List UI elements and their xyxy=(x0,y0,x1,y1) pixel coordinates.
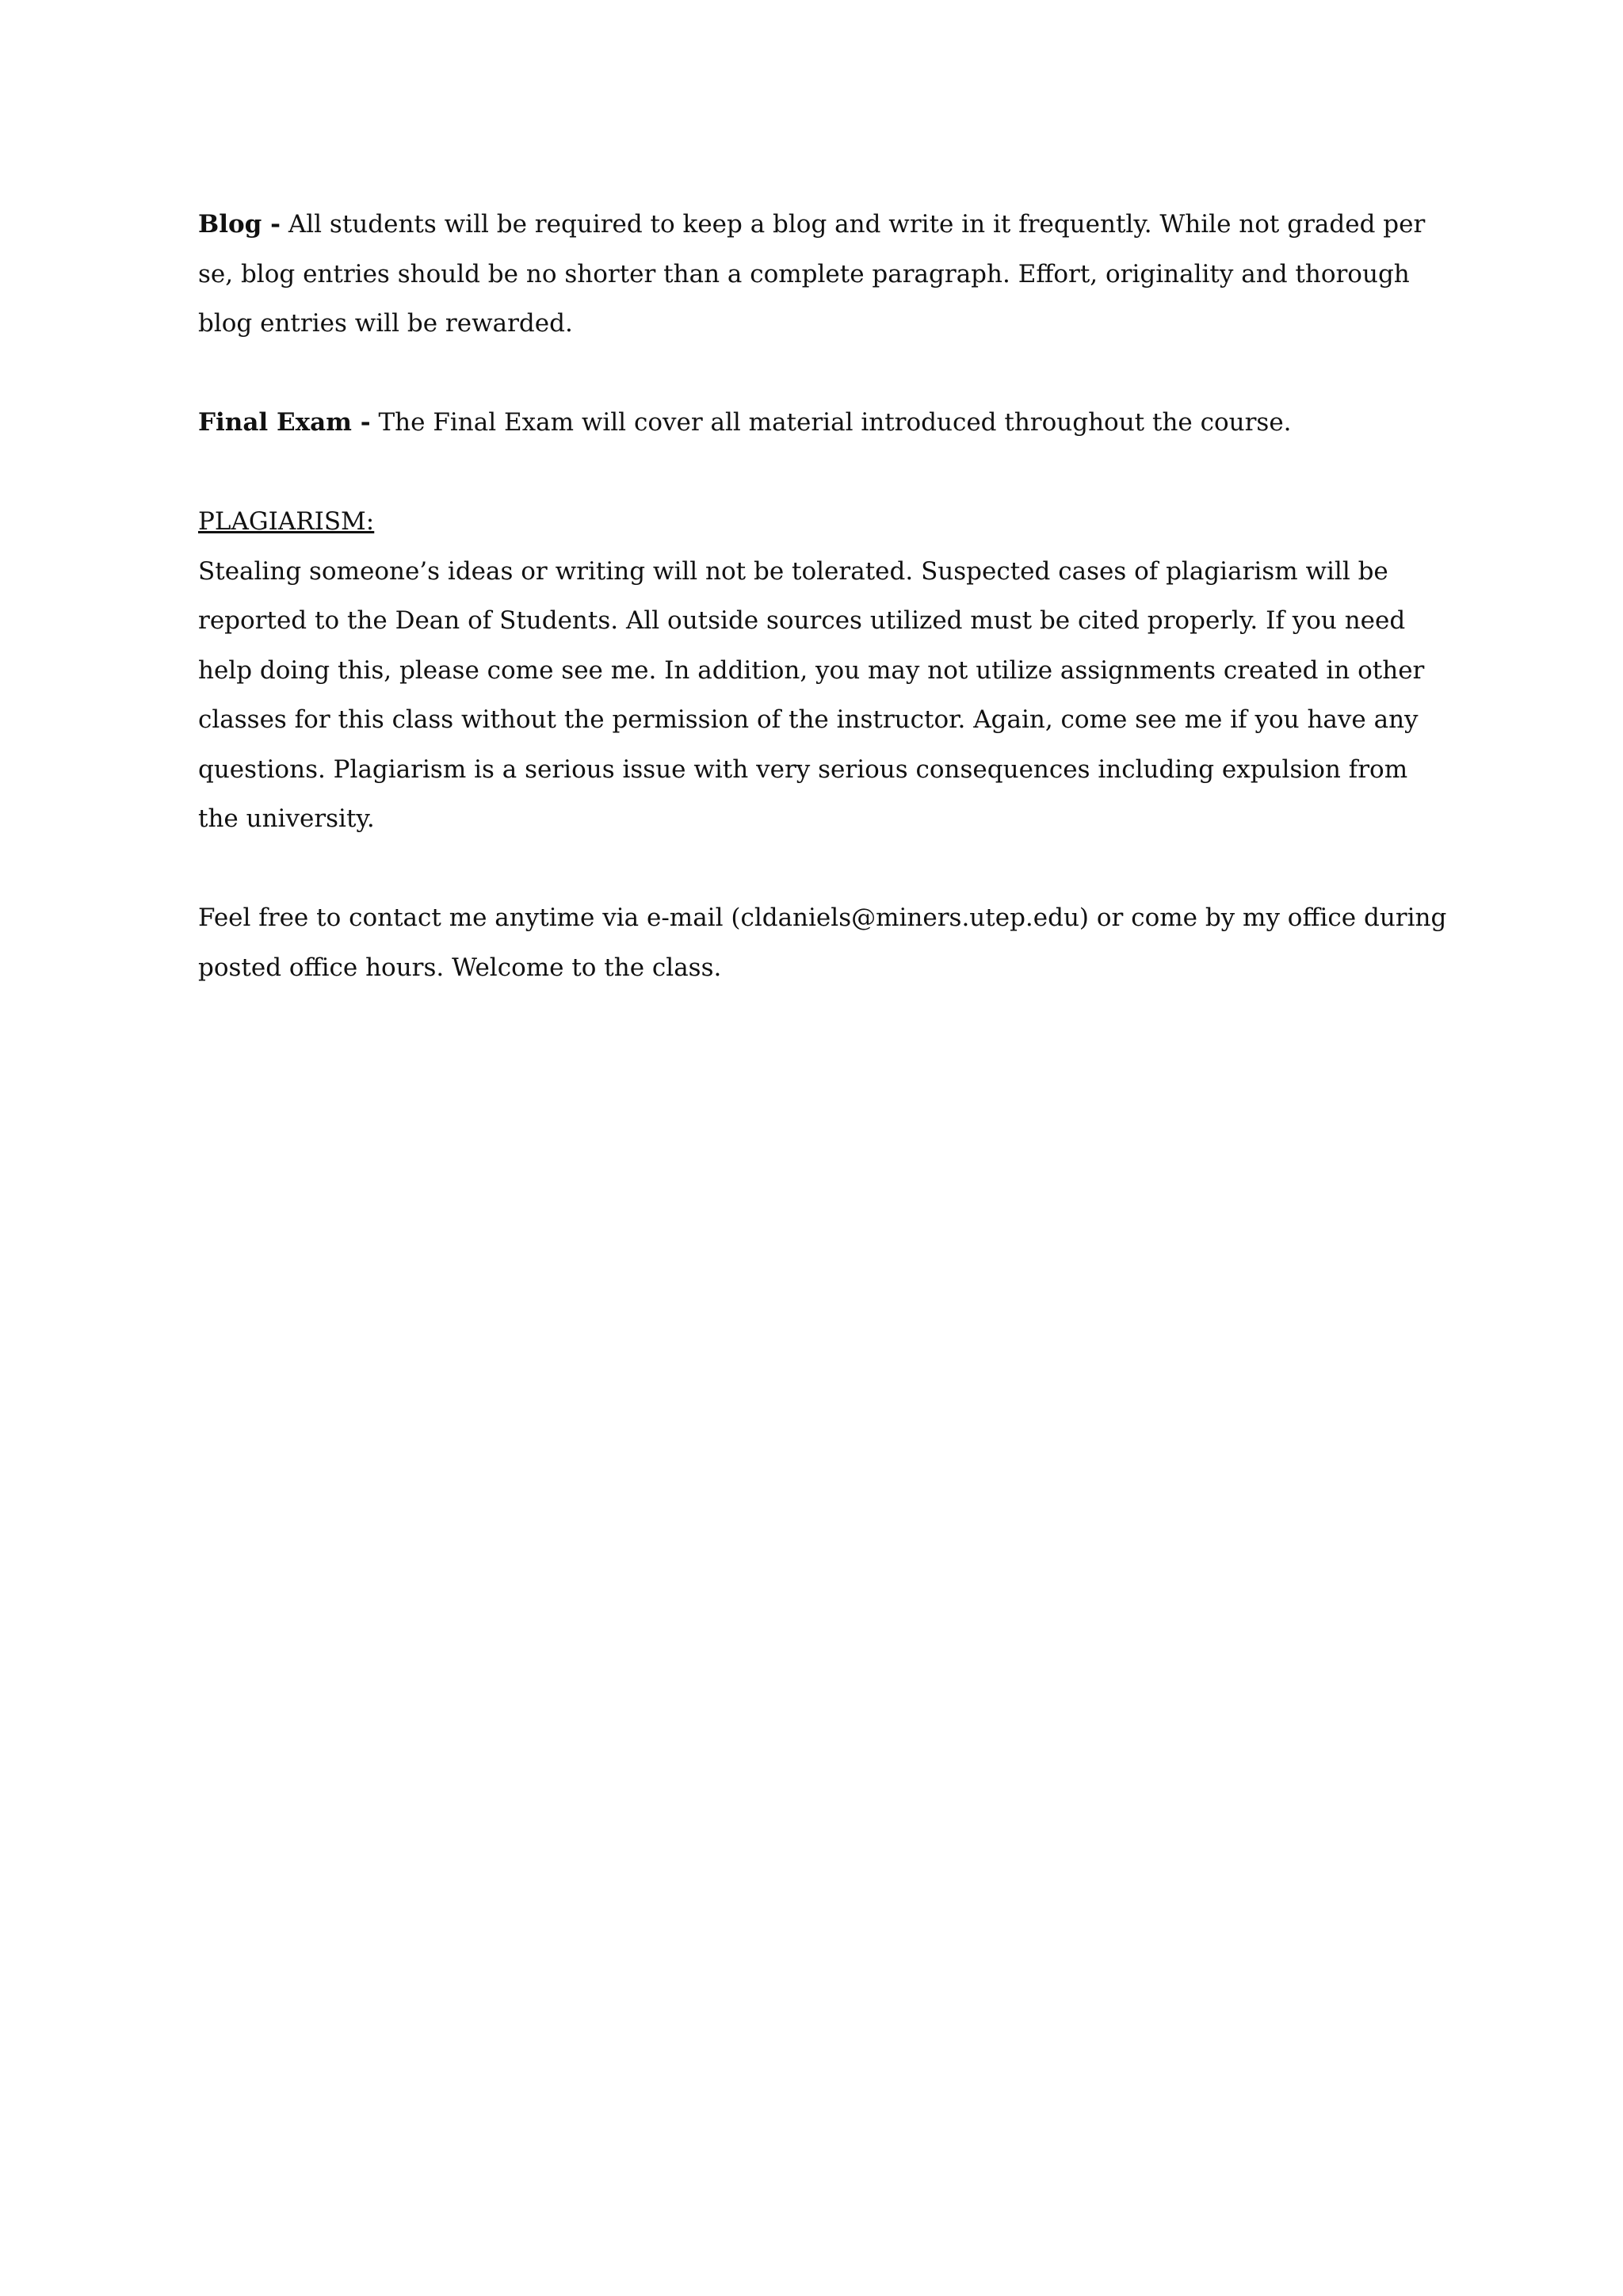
blog-description: All students will be required to keep a blog and write in it frequently. While not graded per se, blog entries should be no shorter than a complete paragraph. Effort, originality and thorough blog entries will be rewarded. xyxy=(198,210,1426,338)
plagiarism-policy-text: Stealing someone’s ideas or writing will not be tolerated. Suspected cases of plagiarism will be reported to the Dean of Students. All outside sources utilized must be cited properly. If you need help doing this, please come see me. In addition, you may not utilize assignments created in other classes for this class without the permission of the instructor. Again, come see me if you have any questions. Plagiarism is a serious issue with very serious consequences including expulsion from the university. xyxy=(198,556,1425,833)
final-exam-paragraph xyxy=(198,398,1450,448)
plagiarism-section xyxy=(198,497,1450,844)
final-exam-term: Final Exam - xyxy=(198,408,371,437)
blog-paragraph xyxy=(198,200,1450,349)
final-exam-description: The Final Exam will cover all material introduced throughout the course. xyxy=(370,408,1292,437)
contact-paragraph xyxy=(198,893,1450,992)
plagiarism-heading: PLAGIARISM: xyxy=(198,507,375,536)
blog-term: Blog - xyxy=(198,210,281,239)
contact-text: Feel free to contact me anytime via e-mail (cldaniels@miners.utep.edu) or come by my office during posted office hours. Welcome to the class. xyxy=(198,904,1447,982)
document-body xyxy=(198,200,1450,992)
